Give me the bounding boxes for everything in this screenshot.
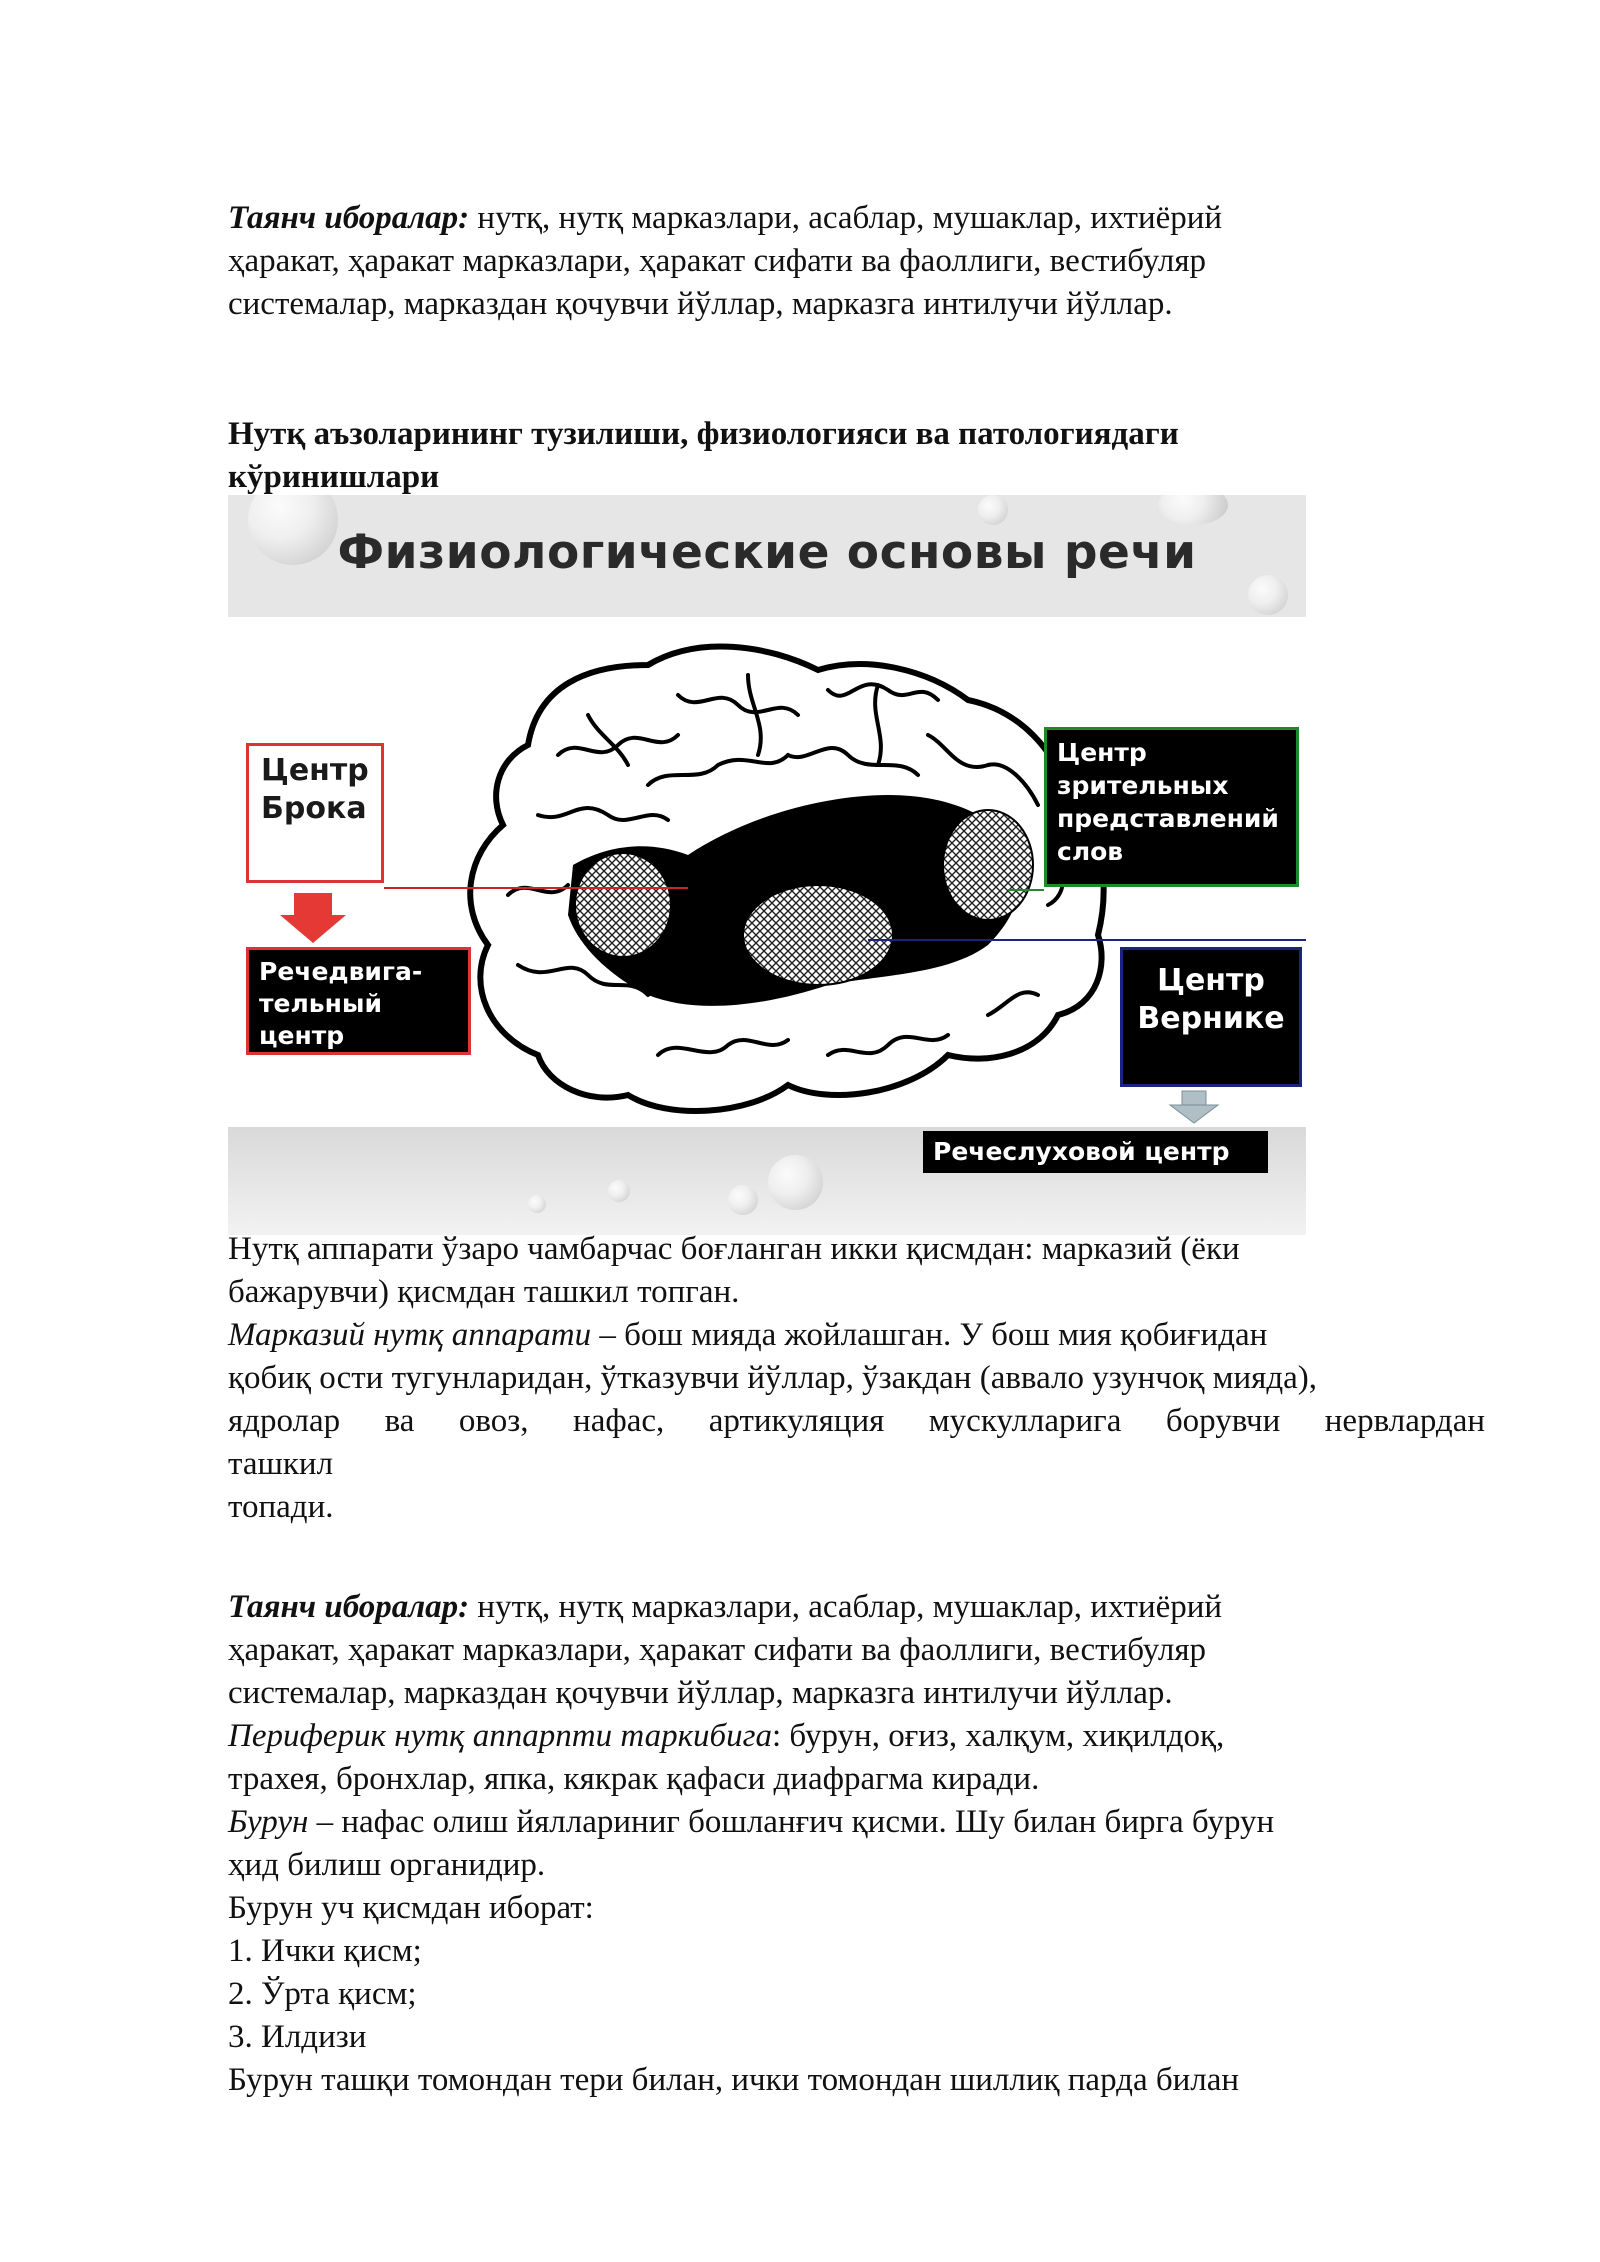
central-apparatus-paragraph: Марказий нутқ аппарати – бош мияда жойлашган. У бош мия қобиғидан қобиқ ости тугунларидан, ўтказувчи йўллар, ўзакдан (аввало узунчоқ мияда), ядролар ва овоз, нафас, артикуляция мускулларига борувчи нервлардан ташкил топади. [228, 1317, 1485, 1525]
key-phrases-label: Таянч иборалар: [228, 200, 470, 236]
down-arrow-icon [280, 893, 346, 943]
nose-parts-list: Бурун уч қисмдан иборат: 1. Ички қисм; 2. Ўрта қисм; 3. Илдизи Бурун ташқи томондан тери билан, ички томондан шиллиқ парда билан [228, 1887, 1485, 2102]
list-item: 3. Илдизи [228, 2019, 367, 2055]
wernicke-area [743, 885, 893, 985]
peripheral-apparatus-paragraph: Периферик нутқ аппарпти таркибига: бурун, оғиз, халқум, хиқилдоқ, трахея, бронхлар, япка, кякрак қафаси диафрагма киради. [228, 1718, 1225, 1797]
nose-paragraph: Бурун – нафас олиш йяллариниг бошланғич қисми. Шу билан бирга бурун ҳид билиш органидир. [228, 1804, 1275, 1883]
key-phrases-text: нутқ, нутқ марказлари, асаблар, мушаклар, ихтиёрий [469, 200, 1223, 236]
visual-word-center-label: Центр зрительных представлений слов [1044, 727, 1299, 887]
visual-word-area [943, 810, 1033, 920]
peripheral-apparatus-term: Периферик нутқ аппарпти таркибига [228, 1718, 773, 1754]
section-heading: Нутқ аъзоларининг тузилиши, физиологияси ва патологиядаги кўринишлари [228, 416, 1179, 495]
nose-term: Бурун [228, 1804, 309, 1840]
list-item: 1. Ички қисм; [228, 1933, 422, 1969]
down-arrow-icon [1170, 1091, 1218, 1123]
broca-area [575, 853, 671, 957]
key-phrases-label: Таянч иборалар: [228, 1589, 470, 1625]
wernicke-center-label: Центр Вернике [1120, 947, 1302, 1087]
key-phrases-paragraph [228, 197, 1485, 326]
list-item: 2. Ўрта қисм; [228, 1976, 417, 2012]
central-apparatus-term: Марказий нутқ аппарати [228, 1317, 592, 1353]
body-paragraph: Нутқ аппарати ўзаро чамбарчас боғланган икки қисмдан: марказий (ёки бажарувчи) қисмдан ташкил топган. [228, 1231, 1240, 1310]
broca-center-label: Центр Брока [246, 743, 384, 883]
speech-physiology-figure [228, 495, 1306, 1235]
auditory-speech-center-label: Речеслуховой центр [923, 1131, 1268, 1173]
key-phrases-paragraph: Таянч иборалар: нутқ, нутқ марказлари, асаблар, мушаклар, ихтиёрий ҳаракат, ҳаракат марказлари, ҳаракат сифати ва фаоллиги, вестибуляр системалар, марказдан қочувчи йўллар, марказга интилучи йўллар. [228, 1589, 1223, 1711]
speech-motor-center-label: Речедвига- тельный центр [246, 947, 471, 1055]
key-phrases-text: системалар, марказдан қочувчи йўллар, марказга интилучи йўллар. [228, 286, 1173, 322]
key-phrases-text: ҳаракат, ҳаракат марказлари, ҳаракат сифати ва фаоллиги, вестибуляр [228, 243, 1206, 279]
figure-title: Физиологические основы речи [337, 525, 1197, 580]
